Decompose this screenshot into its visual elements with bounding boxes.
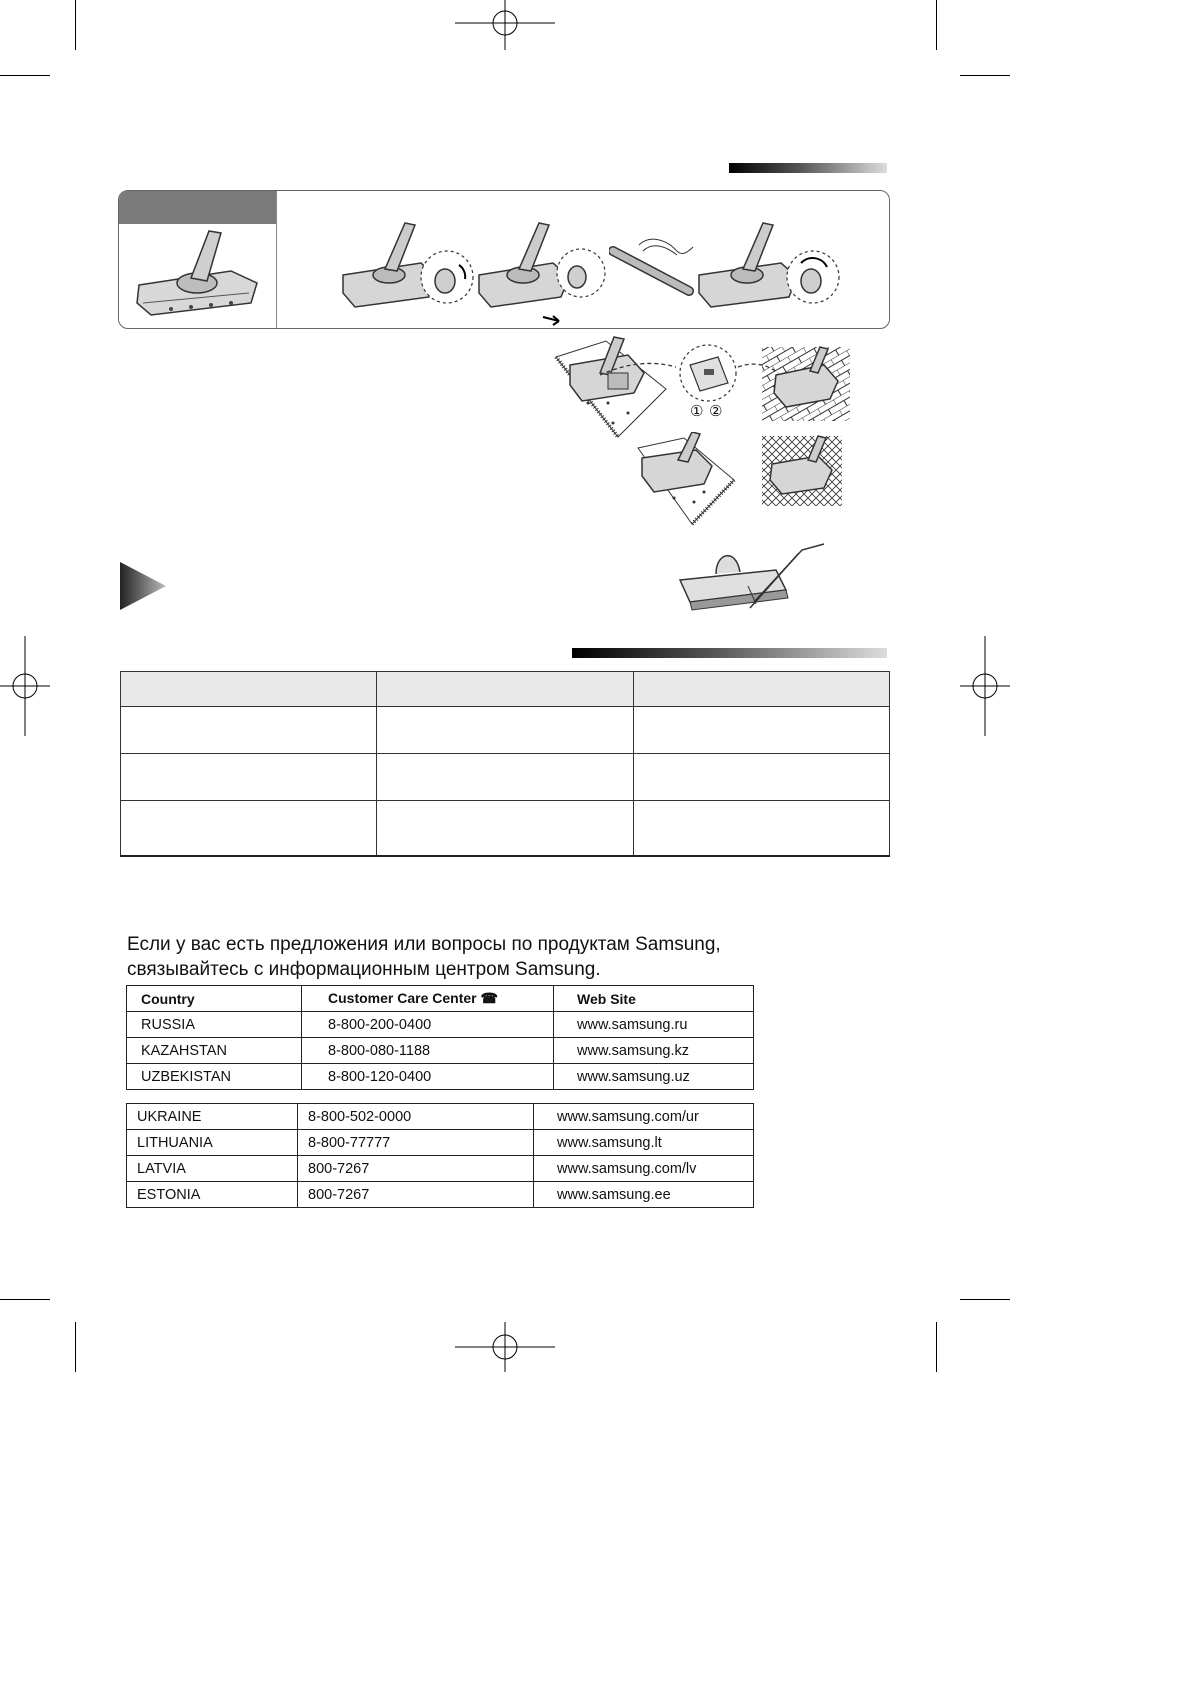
contact-row bbox=[127, 1182, 754, 1208]
carpet-mode-illustration bbox=[548, 333, 673, 443]
phone-cell: 8-800-200-0400 bbox=[302, 1012, 554, 1038]
panel-tab bbox=[119, 191, 276, 224]
care-center-header bbox=[302, 986, 554, 1012]
brush-roller-illustration bbox=[609, 231, 699, 301]
contact-row bbox=[127, 1012, 754, 1038]
contact-row bbox=[127, 1064, 754, 1090]
registration-mark-right bbox=[960, 636, 1010, 736]
web-site-link[interactable]: www.samsung.uz bbox=[554, 1064, 754, 1090]
panel-divider bbox=[276, 191, 277, 328]
contact-header-row bbox=[127, 986, 754, 1012]
section-header-bar bbox=[729, 163, 887, 173]
country-cell: LITHUANIA bbox=[127, 1130, 298, 1156]
contact-table-cis bbox=[126, 985, 754, 1090]
registration-mark-left bbox=[0, 636, 50, 736]
contact-table-baltic-ukraine bbox=[126, 1103, 754, 1208]
country-cell: UZBEKISTAN bbox=[127, 1064, 302, 1090]
spec-header-cell bbox=[121, 672, 377, 707]
country-cell: RUSSIA bbox=[127, 1012, 302, 1038]
spec-cell bbox=[633, 707, 889, 754]
web-site-header bbox=[554, 986, 754, 1012]
spec-row bbox=[121, 801, 890, 857]
contact-intro bbox=[127, 932, 721, 982]
country-header bbox=[127, 986, 302, 1012]
spec-header-bar bbox=[572, 648, 887, 658]
web-site-link[interactable]: www.samsung.com/ur bbox=[534, 1104, 754, 1130]
country-cell: ESTONIA bbox=[127, 1182, 298, 1208]
hard-floor-brush-illustration bbox=[760, 434, 845, 509]
carpet-brush-illustration bbox=[634, 432, 739, 527]
brush-maintenance-panel bbox=[118, 190, 890, 329]
contact-row bbox=[127, 1038, 754, 1064]
country-header-label: Country bbox=[141, 990, 195, 1007]
spec-cell bbox=[633, 754, 889, 801]
spec-row bbox=[121, 754, 890, 801]
spec-cell bbox=[377, 754, 633, 801]
spec-row bbox=[121, 707, 890, 754]
turbo-brush-illustration bbox=[131, 223, 271, 323]
spec-cell bbox=[377, 707, 633, 754]
registration-mark-top bbox=[455, 0, 555, 50]
brush-step-1-illustration bbox=[341, 213, 481, 323]
care-center-header-label: Customer Care Center bbox=[328, 990, 477, 1006]
spec-table bbox=[120, 671, 890, 857]
phone-cell: 8-800-080-1188 bbox=[302, 1038, 554, 1064]
spec-cell bbox=[121, 754, 377, 801]
triangle-play-icon bbox=[120, 562, 166, 610]
web-site-link[interactable]: www.samsung.ee bbox=[534, 1182, 754, 1208]
spec-header-cell bbox=[633, 672, 889, 707]
phone-cell: 800-7267 bbox=[298, 1182, 534, 1208]
web-site-link[interactable]: www.samsung.kz bbox=[554, 1038, 754, 1064]
web-site-header-label: Web Site bbox=[577, 990, 636, 1007]
country-cell: UKRAINE bbox=[127, 1104, 298, 1130]
callout-1-label: ① bbox=[690, 403, 704, 420]
contact-intro-line-1: Если у вас есть предложения или вопросы по продуктам Samsung, bbox=[127, 934, 721, 955]
spec-header-row bbox=[121, 672, 890, 707]
callout-2-label: ② bbox=[709, 403, 723, 420]
contact-row bbox=[127, 1130, 754, 1156]
telephone-icon: ☎ bbox=[480, 990, 498, 1006]
brush-cleaning-illustration bbox=[676, 532, 826, 624]
brush-step-2-illustration bbox=[477, 213, 607, 328]
web-site-link[interactable]: www.samsung.lt bbox=[534, 1130, 754, 1156]
spec-cell bbox=[633, 801, 889, 857]
phone-cell: 8-800-120-0400 bbox=[302, 1064, 554, 1090]
country-cell: LATVIA bbox=[127, 1156, 298, 1182]
web-site-link[interactable]: www.samsung.ru bbox=[554, 1012, 754, 1038]
spec-header-cell bbox=[377, 672, 633, 707]
contact-intro-line-2: связывайтесь с информационным центром Samsung. bbox=[127, 959, 601, 980]
phone-cell: 800-7267 bbox=[298, 1156, 534, 1182]
country-cell: KAZAHSTAN bbox=[127, 1038, 302, 1064]
phone-cell: 8-800-502-0000 bbox=[298, 1104, 534, 1130]
brush-step-4-illustration bbox=[697, 213, 847, 323]
registration-mark-bottom bbox=[455, 1322, 555, 1372]
spec-cell bbox=[121, 707, 377, 754]
spec-cell bbox=[121, 801, 377, 857]
contact-row bbox=[127, 1156, 754, 1182]
spec-cell bbox=[377, 801, 633, 857]
web-site-link[interactable]: www.samsung.com/lv bbox=[534, 1156, 754, 1182]
phone-cell: 8-800-77777 bbox=[298, 1130, 534, 1156]
dashed-connector bbox=[600, 355, 780, 385]
contact-row bbox=[127, 1104, 754, 1130]
